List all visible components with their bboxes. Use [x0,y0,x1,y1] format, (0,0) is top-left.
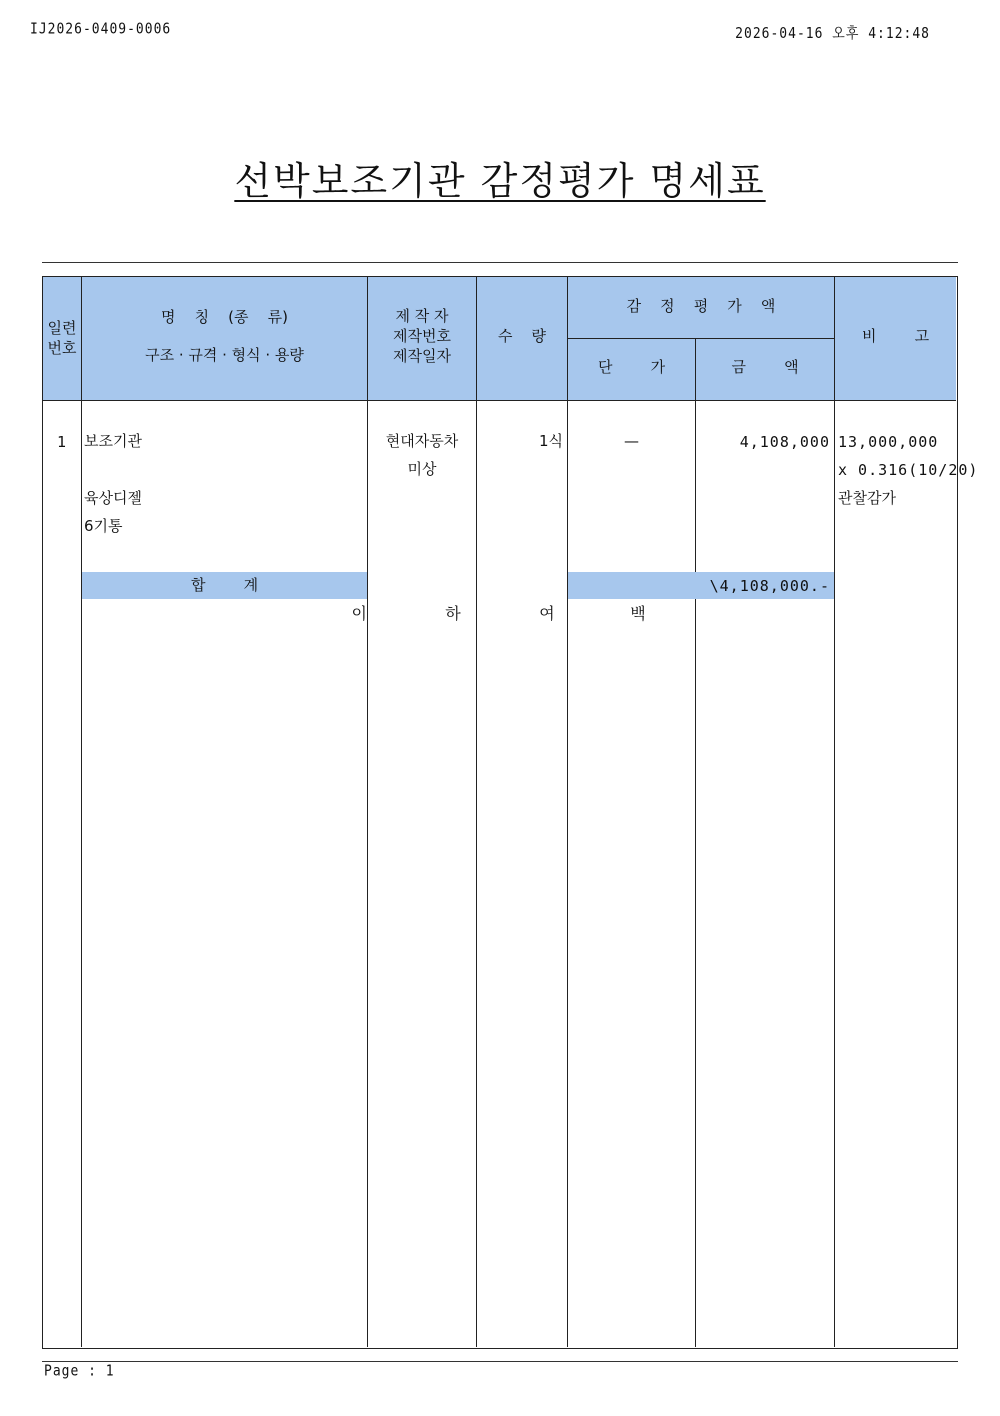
row1-spec-line2: 6기통 [84,517,123,535]
col-divider-serial [81,277,82,1347]
row1-remark-line3: 관찰감가 [838,489,896,507]
col-divider-unit-price [695,338,696,1347]
header-spec: 구조 · 규격 · 형식 · 용량 [145,346,304,364]
header-serial [43,318,81,358]
valuation-subheader-line [567,338,834,339]
header-maker-line1: 제 작 자 [395,307,449,325]
header-valuation: 감 정 평 가 액 [626,297,776,315]
header-maker-line2: 제작번호 [393,327,451,345]
header-unit-price: 단 가 [597,358,666,376]
bottom-divider [42,1361,958,1362]
closing-char-2: 하 [445,604,461,623]
closing-char-1: 이 [351,604,367,623]
top-divider [42,262,958,263]
page-title [0,150,1000,205]
print-timestamp: 2026-04-16 오후 4:12:48 [735,25,930,43]
total-amount: \4,108,000.- [709,577,830,595]
header-name: 명 칭 (종 류) [161,308,288,326]
total-label: 합 계 [190,576,259,594]
document-id: IJ2026-0409-0006 [30,20,172,39]
header-bottom-line [43,400,956,401]
page-number: Page : 1 [44,1362,115,1381]
header-maker-line3: 제작일자 [393,347,451,365]
row1-serial: 1 [56,433,68,451]
header-serial-line1: 일련 [47,319,77,337]
header-maker [368,306,476,366]
header-amount: 금 액 [731,358,799,376]
row1-spec-line1: 육상디젤 [84,489,142,507]
closing-char-3: 여 [539,604,555,623]
row1-amount: 4,108,000 [739,433,830,451]
row1-maker: 현대자동차 [385,432,459,450]
col-divider-amount [834,277,835,1347]
header-qty: 수 량 [497,327,547,345]
row1-unit-price: — [624,432,639,450]
row1-remark-line2: x 0.316(10/20) [838,461,979,479]
row1-maker-no: 미상 [407,460,437,478]
header-serial-line2: 번호 [47,339,77,357]
page-title-text: 선박보조기관 감정평가 명세표 [234,159,766,203]
row1-remark-line1: 13,000,000 [838,433,939,451]
row1-name: 보조기관 [84,432,142,450]
row1-qty: 1식 [538,432,563,450]
closing-char-4: 백 [630,604,646,623]
header-remark: 비 고 [861,327,930,345]
